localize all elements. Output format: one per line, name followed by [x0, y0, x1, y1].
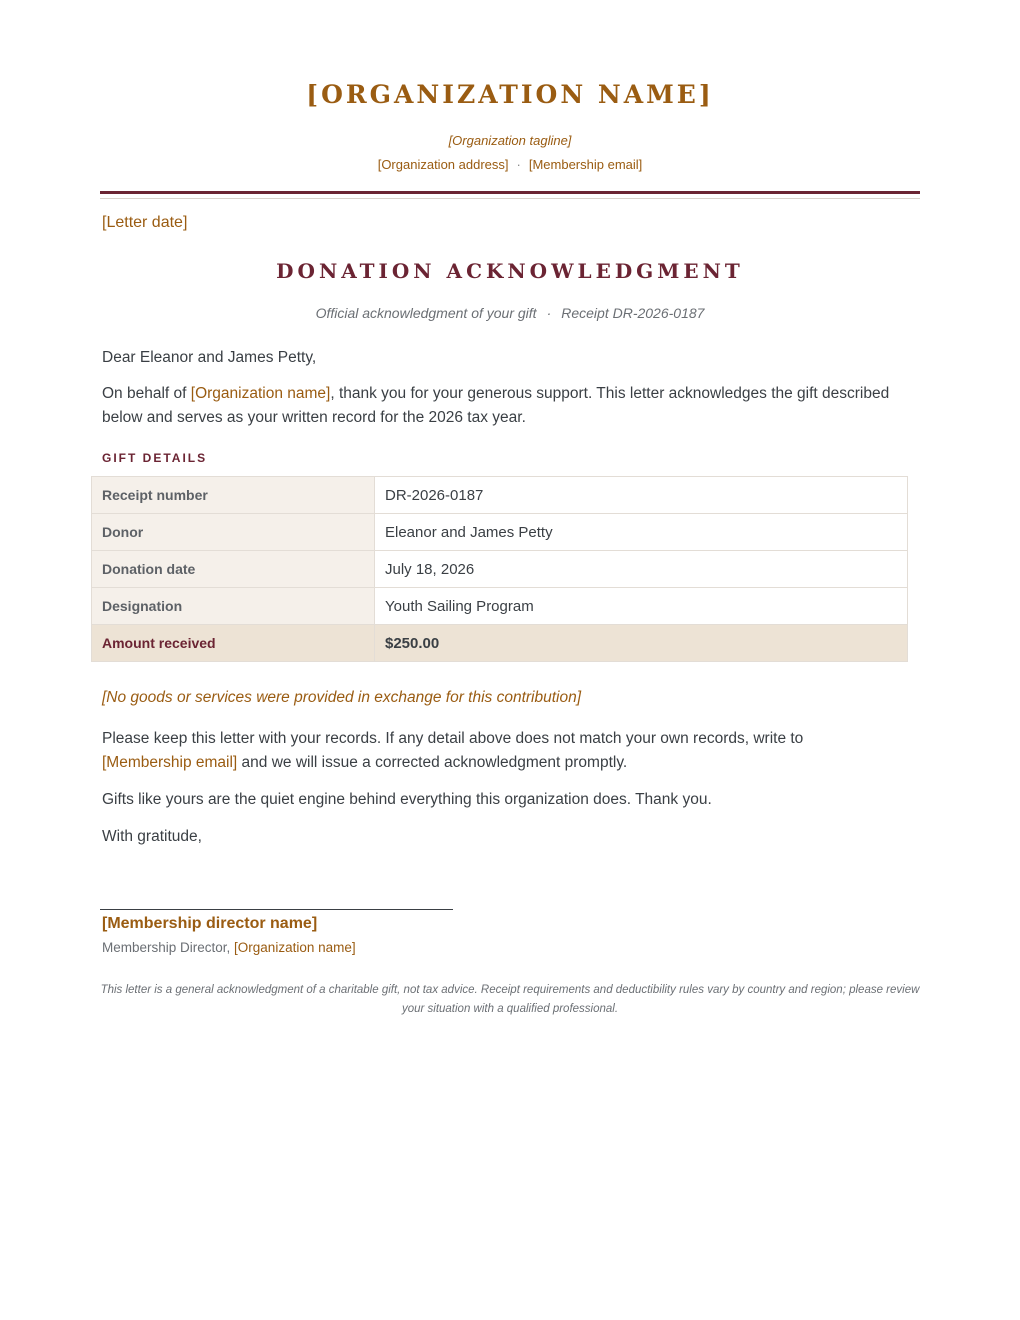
row-value-amount-received: $250.00 [375, 625, 908, 662]
header-divider [100, 191, 920, 194]
table-row-total [92, 625, 908, 662]
document-subtitle [0, 305, 1020, 321]
row-value-designation: Youth Sailing Program [375, 588, 908, 625]
table-row [92, 588, 908, 625]
subtitle-separator: · [546, 305, 552, 321]
letter-date: [Letter date] [102, 214, 188, 231]
table-row [92, 551, 908, 588]
organization-address: [Organization address] [377, 157, 509, 172]
disclaimer: This letter is a general acknowledgment of a charitable gift, not tax advice. Receipt requirements and deductibility rules vary by country and region; please review your situation with a qualified professional. [100, 984, 920, 1015]
gift-details-heading: GIFT DETAILS [102, 451, 208, 465]
row-label-receipt-number: Receipt number [92, 477, 375, 514]
records-paragraph [102, 727, 892, 775]
signatory-organization: [Organization name] [234, 940, 356, 955]
records-text-end: and we will issue a corrected acknowledgment promptly. [237, 754, 628, 771]
row-value-receipt-number: DR-2026-0187 [375, 477, 908, 514]
membership-email-placeholder: [Membership email] [102, 754, 238, 771]
receipt-reference: Receipt DR-2026-0187 [561, 305, 705, 321]
organization-name: [ORGANIZATION NAME] [306, 80, 714, 109]
records-text-start: Please keep this letter with your records. If any detail above does not match your own records, write to [102, 730, 804, 747]
intro-paragraph [102, 382, 892, 430]
closing: With gratitude, [102, 828, 202, 845]
row-label-amount-received: Amount received [92, 625, 375, 662]
row-label-designation: Designation [92, 588, 375, 625]
salutation: Dear Eleanor and James Petty, [102, 349, 317, 366]
signatory-name: [Membership director name] [102, 915, 318, 932]
intro-text-start: On behalf of [102, 385, 191, 402]
contact-separator: · [516, 157, 521, 172]
table-row [92, 477, 908, 514]
header-divider-thin [100, 198, 920, 199]
signatory-role: Membership Director, [102, 940, 235, 955]
thanks-paragraph: Gifts like yours are the quiet engine behind everything this organization does. Thank you. [102, 791, 712, 808]
subtitle-text: Official acknowledgment of your gift [315, 305, 537, 321]
signatory-title [102, 940, 356, 955]
gift-details-table [91, 476, 908, 662]
table-row [92, 514, 908, 551]
signature-line [100, 909, 453, 910]
membership-email: [Membership email] [528, 157, 643, 172]
row-label-donation-date: Donation date [92, 551, 375, 588]
organization-tagline: [Organization tagline] [448, 133, 572, 148]
document-title: DONATION ACKNOWLEDGMENT [276, 259, 744, 283]
no-goods-statement: [No goods or services were provided in exchange for this contribution] [102, 689, 582, 706]
row-value-donation-date: July 18, 2026 [375, 551, 908, 588]
intro-text-end: , thank you for your generous support. This letter acknowledges the gift described below and serves as your written record for the 2026 tax year. [102, 385, 890, 426]
contact-line [0, 157, 1020, 172]
row-label-donor: Donor [92, 514, 375, 551]
organization-name-placeholder: [Organization name] [190, 385, 331, 402]
row-value-donor: Eleanor and James Petty [375, 514, 908, 551]
